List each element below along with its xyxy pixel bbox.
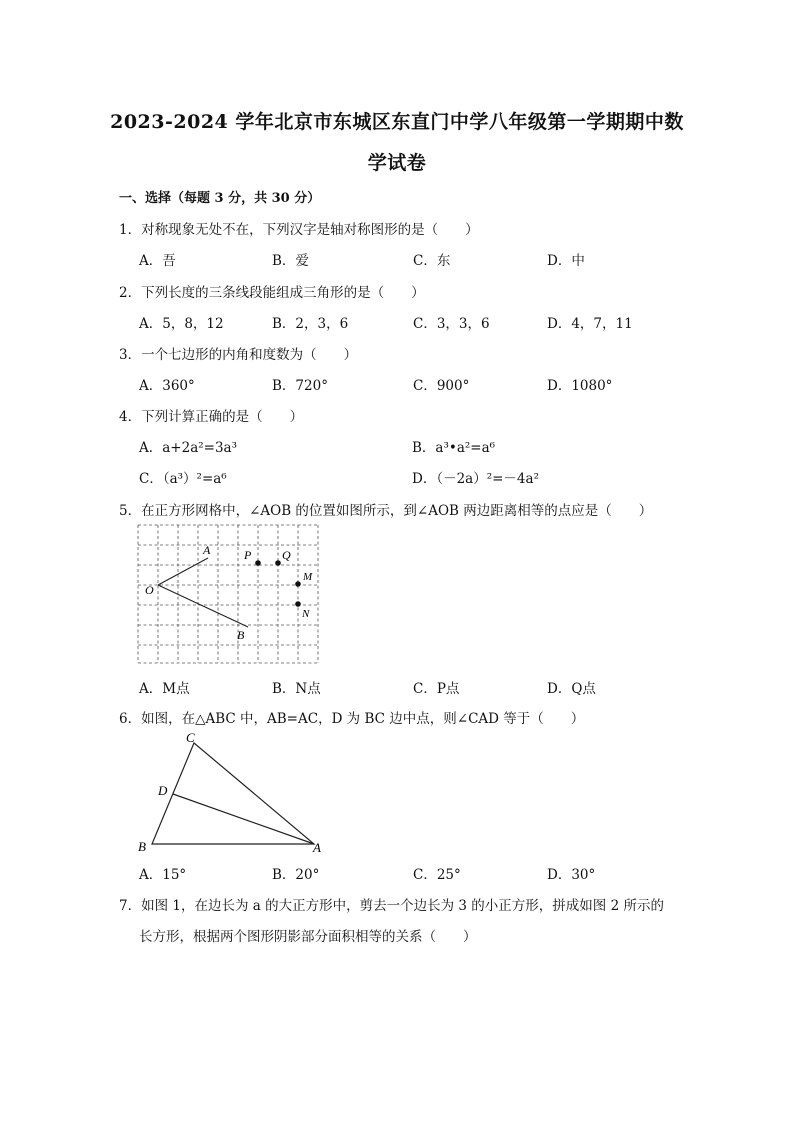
question-1-option-c: C．东 [413, 253, 451, 269]
question-5-option-d: D．Q点 [547, 681, 596, 697]
question-4-option-c: C．（a³）²=a⁶ [139, 471, 227, 487]
question-7-stem-line2: 长方形，根据两个图形阴影部分面积相等的关系（ ） [139, 929, 477, 945]
question-7-stem-line1: 7．如图 1，在边长为 a 的大正方形中，剪去一个边长为 3 的小正方形，拼成如图 2 所示的 [119, 898, 664, 914]
label-d: D [158, 783, 168, 798]
question-5-grid-figure [136, 522, 322, 666]
point-n [295, 601, 301, 607]
section-heading: 一、选择（每题 3 分，共 30 分） [119, 191, 321, 206]
question-1-stem: 1．对称现象无处不在，下列汉字是轴对称图形的是（ ） [119, 222, 479, 238]
label-m: M [303, 571, 313, 583]
question-4-option-b: B．a³•a²=a⁶ [412, 440, 496, 456]
question-6-stem: 6．如图，在△ABC 中，AB=AC，D 为 BC 边中点，则∠CAD 等于（ ） [119, 711, 585, 727]
question-3-option-b: B．720° [272, 378, 328, 394]
question-1-option-a: A．吾 [139, 253, 176, 269]
label-c: C [186, 730, 195, 745]
question-6-option-b: B．20° [272, 867, 320, 883]
point-p [255, 560, 261, 566]
label-q: Q [282, 548, 291, 562]
label-b: B [237, 628, 245, 642]
question-5-option-b: B．N点 [272, 681, 321, 697]
question-3-option-c: C．900° [413, 378, 470, 394]
question-2-stem: 2．下列长度的三条线段能组成三角形的是（ ） [119, 285, 425, 301]
question-3-stem: 3．一个七边形的内角和度数为（ ） [119, 347, 358, 363]
question-5-option-c: C．P点 [413, 681, 460, 697]
question-3-option-a: A．360° [139, 378, 195, 394]
question-2-option-b: B．2，3，6 [272, 316, 349, 332]
grid-lines [138, 525, 318, 663]
label-a: A [203, 543, 211, 557]
label-o: O [145, 583, 154, 597]
question-6-option-d: D．30° [547, 867, 596, 883]
question-6-option-a: A．15° [139, 867, 187, 883]
question-2-option-c: C．3，3，6 [413, 316, 490, 332]
question-5-option-a: A．M点 [139, 681, 190, 697]
segment-ad [173, 794, 314, 844]
question-3-option-d: D．1080° [547, 378, 613, 394]
exam-title-line1: 2023-2024 学年北京市东城区东直门中学八年级第一学期期中数 [110, 111, 684, 133]
label-p: P [244, 548, 252, 562]
exam-title-line2: 学试卷 [367, 152, 427, 174]
question-2-option-d: D．4，7，11 [547, 316, 633, 332]
label-n: N [302, 608, 310, 620]
question-6-triangle-figure [134, 728, 334, 856]
ray-ob [158, 585, 248, 627]
label-a: A [313, 840, 321, 855]
question-5-stem: 5．在正方形网格中，∠AOB 的位置如图所示，到∠AOB 两边距离相等的点应是（ ） [119, 503, 653, 519]
triangle-abc [152, 743, 314, 844]
question-1-option-d: D．中 [547, 253, 585, 269]
point-m [295, 581, 301, 587]
question-4-stem: 4．下列计算正确的是（ ） [119, 409, 304, 425]
ray-oa [158, 558, 208, 585]
question-4-option-a: A．a+2a²=3a³ [139, 440, 238, 456]
point-q [275, 560, 281, 566]
label-b: B [138, 839, 146, 854]
question-4-option-d: D．（－2a）²=－4a² [412, 471, 539, 487]
question-2-option-a: A．5，8，12 [139, 316, 224, 332]
question-6-option-c: C．25° [413, 867, 461, 883]
question-1-option-b: B．爱 [272, 253, 309, 269]
